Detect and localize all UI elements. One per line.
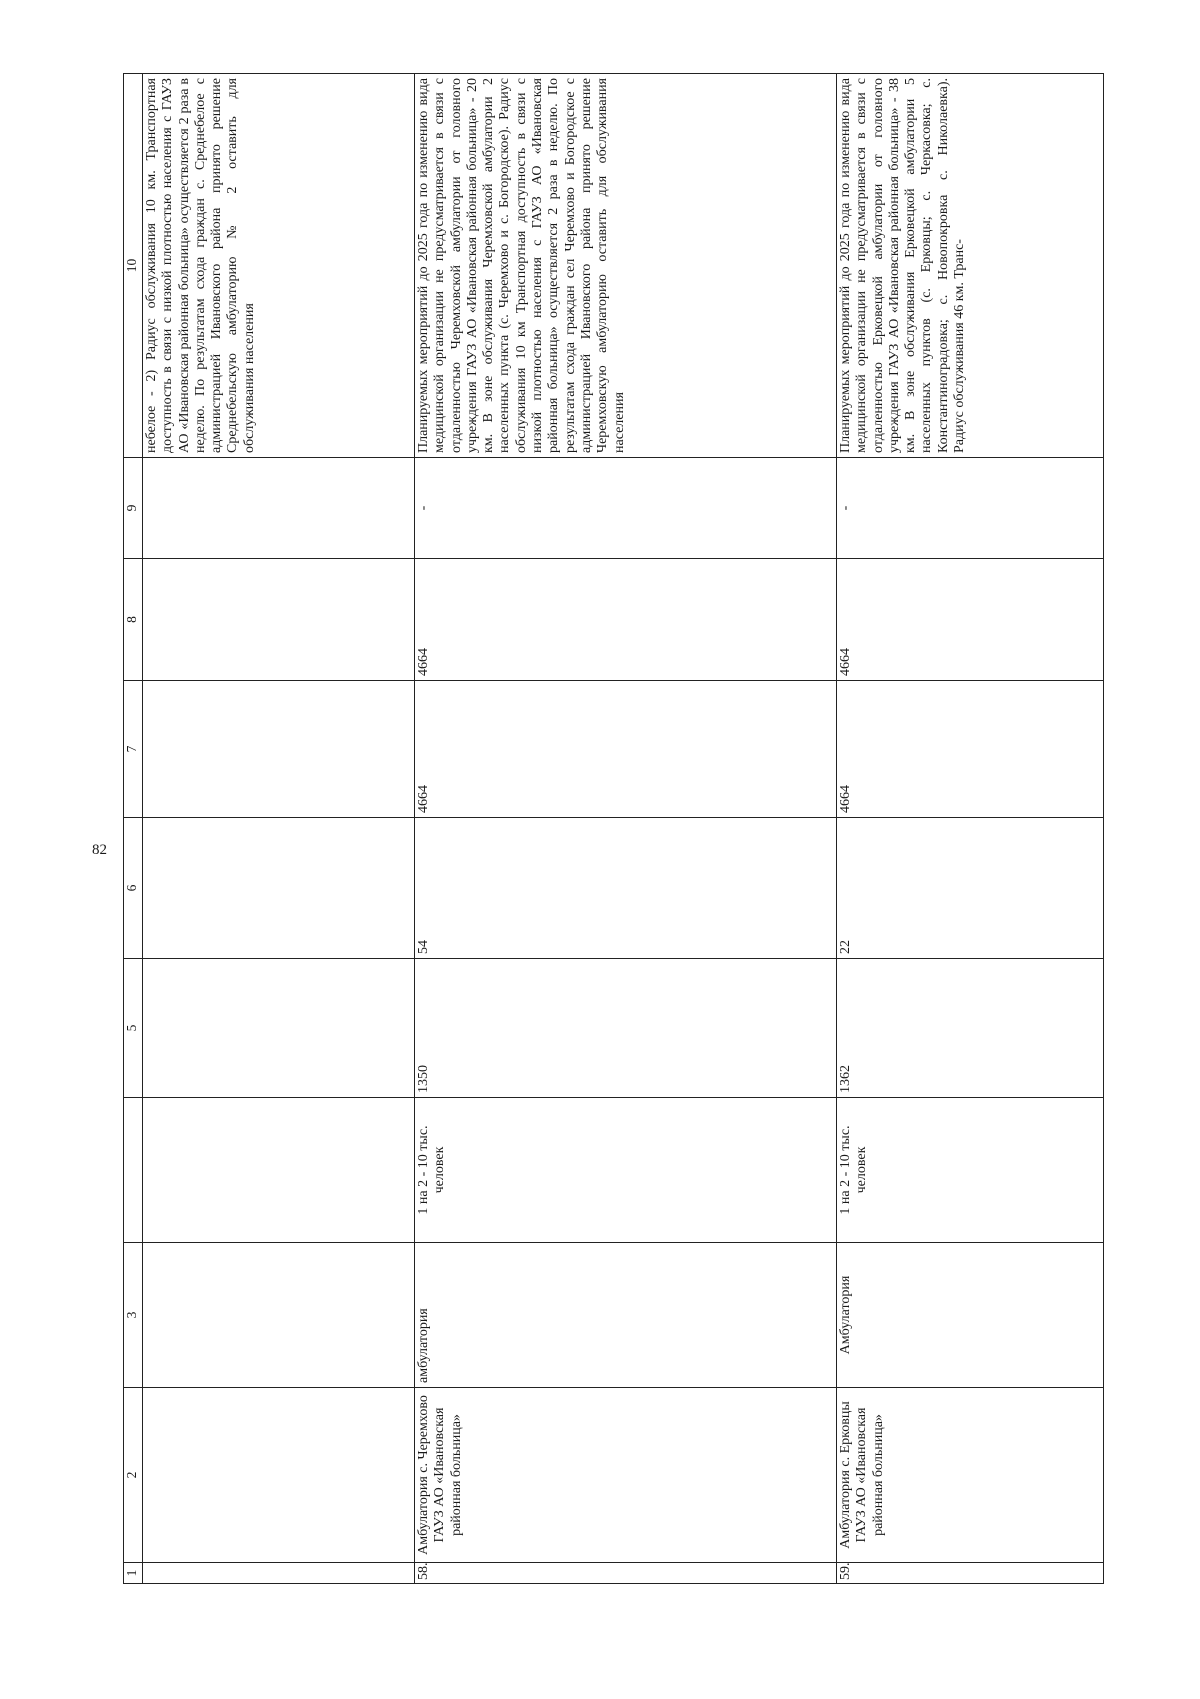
rotated-table-sheet — [123, 74, 1104, 1584]
row-number — [143, 1563, 415, 1584]
column-header: 7 — [124, 681, 143, 818]
value-col9: - — [415, 458, 837, 559]
value-col5: 1350 — [415, 959, 837, 1098]
column-header: 9 — [124, 458, 143, 559]
value-col8 — [143, 559, 415, 681]
column-header: 1 — [124, 1563, 143, 1584]
table-row — [415, 74, 837, 1584]
column-number-row — [124, 74, 143, 1584]
column-header: 10 — [124, 74, 143, 458]
organization-name: Амбулатория с. Ерковцы ГАУЗ АО «Ивановская районная больница» — [837, 1388, 1104, 1563]
description-cell: Планируемых мероприятий до 2025 года по изменению вида медицинской организации не предусматривается в связи с отдаленностью Ерковецкой амбулатории от головного учреждения ГАУЗ АО «Ивановская районная больница» - 38 км. В зоне обслуживания Ерковецкой амбулатории 5 населенных пунктов (с. Ерковцы; с. Черкасовка; с. Константиноградовка; с. Новопокровка с. Николаевка). Радиус обслуживания 46 км. Транс- — [837, 74, 1104, 458]
staffing-norm: 1 на 2 - 10 тыс. человек — [415, 1098, 837, 1243]
value-col7: 4664 — [837, 681, 1104, 818]
table-row — [837, 74, 1104, 1584]
column-header: 3 — [124, 1243, 143, 1388]
value-col6: 22 — [837, 818, 1104, 959]
description-cell: Планируемых мероприятий до 2025 года по изменению вида медицинской организации не предусматривается в связи с отдаленностью Черемховской амбулатории от головного учреждения ГАУЗ АО «Ивановская районная больница» - 20 км. В зоне обслуживания Черемховской амбулатории 2 населенных пункта (с. Черемхово и с. Богородское). Радиус обслуживания 10 км Транспортная доступность в связи с низкой плотностью населения с ГАУЗ АО «Ивановская районная больница» осуществляется 2 раза в неделю. По результатам схода граждан сел Черемхово и Богородское с администрацией Ивановского района принято решение Черемховскую амбулаторию оставить для обслуживания населения — [415, 74, 837, 458]
value-col7 — [143, 681, 415, 818]
column-header — [124, 1098, 143, 1243]
organization-type: амбулатория — [415, 1243, 837, 1388]
value-col6 — [143, 818, 415, 959]
organization-name — [143, 1388, 415, 1563]
column-header: 6 — [124, 818, 143, 959]
organization-type: Амбулатория — [837, 1243, 1104, 1388]
staffing-norm — [143, 1098, 415, 1243]
value-col5 — [143, 959, 415, 1098]
row-number: 58. — [415, 1563, 837, 1584]
value-col9 — [143, 458, 415, 559]
row-number: 59. — [837, 1563, 1104, 1584]
column-header: 2 — [124, 1388, 143, 1563]
page-number: 82 — [92, 842, 107, 858]
value-col7: 4664 — [415, 681, 837, 818]
value-col8: 4664 — [837, 559, 1104, 681]
column-header: 8 — [124, 559, 143, 681]
value-col5: 1362 — [837, 959, 1104, 1098]
value-col6: 54 — [415, 818, 837, 959]
table-row — [143, 74, 415, 1584]
column-header: 5 — [124, 959, 143, 1098]
organization-type — [143, 1243, 415, 1388]
description-cell: небелое - 2) Радиус обслуживания 10 км. Транспортная доступность в связи с низкой плотностью населения с ГАУЗ АО «Ивановская районная больница» осуществляется 2 раза в неделю. По результатам схода граждан с. Среднебелое с администрацией Ивановского района принято решение Среднебельскую амбулаторию № 2 оставить для обслуживания населения — [143, 74, 415, 458]
staffing-norm: 1 на 2 - 10 тыс. человек — [837, 1098, 1104, 1243]
medical-organizations-table — [123, 73, 1104, 1584]
organization-name: Амбулатория с. Черемхово ГАУЗ АО «Ивановская районная больница» — [415, 1388, 837, 1563]
value-col8: 4664 — [415, 559, 837, 681]
value-col9: - — [837, 458, 1104, 559]
